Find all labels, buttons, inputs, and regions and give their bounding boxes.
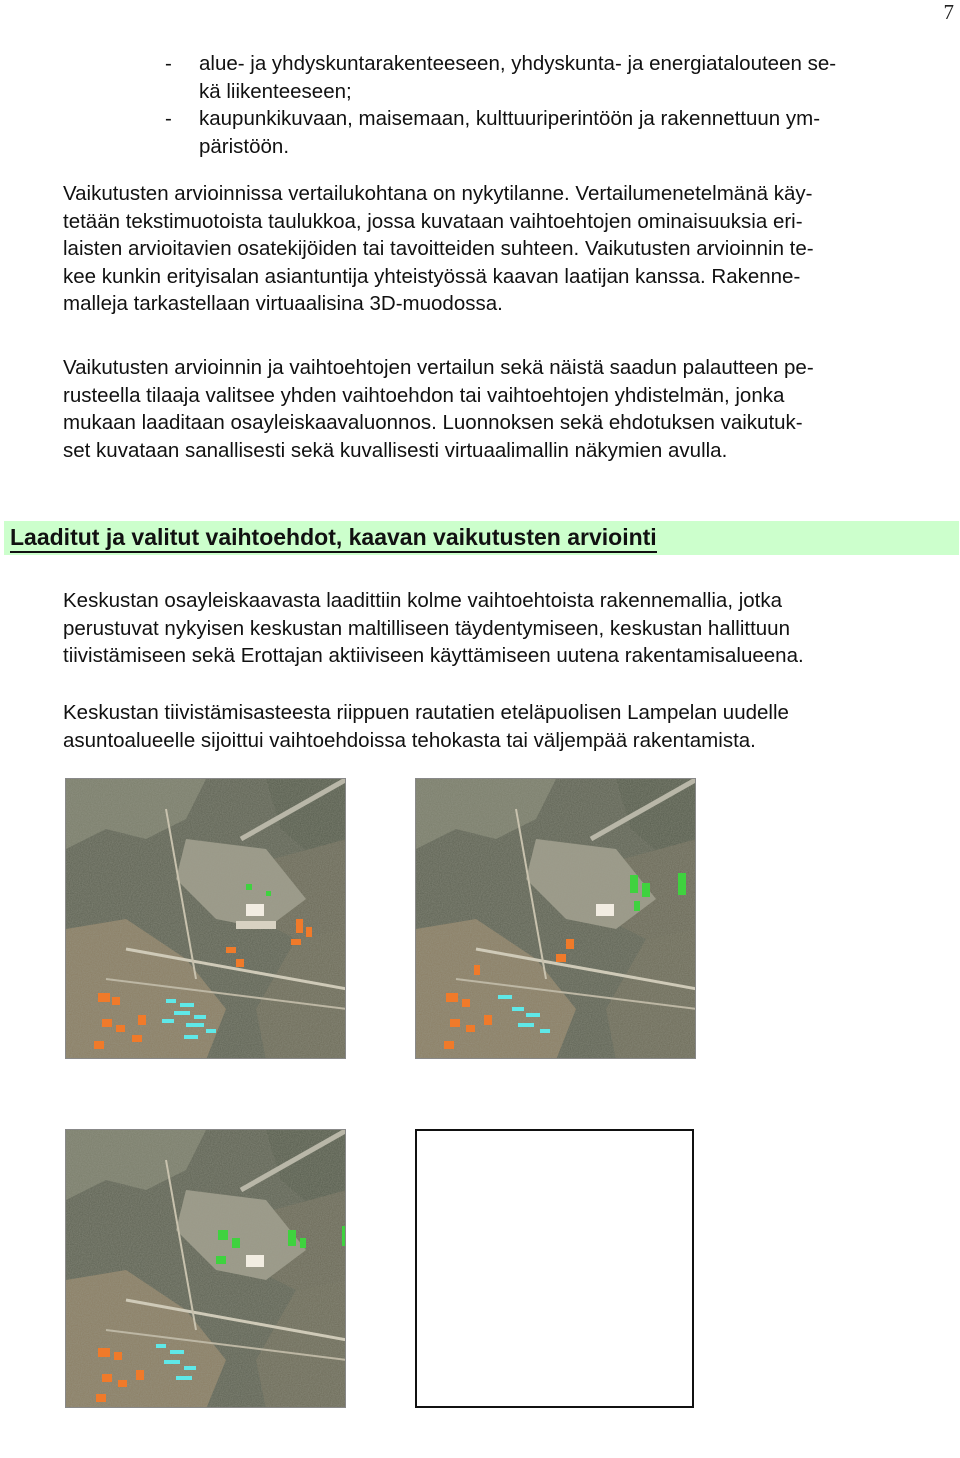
- text-line: Vaikutusten arvioinnissa vertailukohtana on nykytilanne. Vertailumenetelmänä käy-: [63, 182, 813, 205]
- bullet-dash: -: [165, 107, 172, 130]
- text-line: Keskustan tiivistämisasteesta riippuen rautatien eteläpuolisen Lampelan uudelle: [63, 701, 789, 724]
- text-line: rusteella tilaaja valitsee yhden vaihtoehdon tai vaihtoehtojen yhdistelmän, jonka: [63, 383, 785, 407]
- text-line: perustuvat nykyisen keskustan maltilliseen täydentymiseen, keskustan hallittuun: [63, 616, 790, 640]
- text-line: tiivistämiseen sekä Erottajan aktiiviseen käyttämiseen uutena rakentamisalueena.: [63, 644, 804, 667]
- bullet-item: [165, 50, 949, 105]
- text-line: laisten arvioitavien osatekijöiden tai tavoitteiden suhteen. Vaikutusten arvioinnin te-: [63, 237, 814, 260]
- text-line: set kuvataan sanallisesti sekä kuvallisesti virtuaalimallin näkymien avulla.: [63, 438, 728, 462]
- bullet-item: [165, 105, 949, 160]
- paragraph-comparison: [63, 180, 949, 318]
- text-line: Keskustan osayleiskaavasta laadittiin kolme vaihtoehtoista rakennemallia, jotka: [63, 589, 783, 612]
- text-line: tetään tekstimuotoista taulukkoa, jossa kuvataan vaihtoehtojen ominaisuuksia eri-: [63, 209, 803, 233]
- text-line: malleja tarkastellaan virtuaalisina 3D-muodossa.: [63, 292, 503, 315]
- bullet-line: päristöön.: [199, 134, 290, 158]
- text-line: kee kunkin erityisalan asiantuntija yhteistyössä kaavan laatijan kanssa. Rakenne-: [63, 264, 801, 288]
- empty-map-frame: [415, 1129, 694, 1408]
- bullet-line: alue- ja yhdyskuntarakenteeseen, yhdyskunta- ja energiatalouteen se-: [199, 52, 837, 75]
- bullet-line: kä liikenteeseen;: [199, 79, 352, 103]
- paragraph-alternatives: [63, 587, 949, 670]
- aerial-map-alternative-3: [65, 1129, 346, 1408]
- section-heading: Laaditut ja valitut vaihtoehdot, kaavan vaikutusten arviointi: [10, 524, 657, 553]
- text-line: mukaan laaditaan osayleiskaavaluonnos. Luonnoksen sekä ehdotuksen vaikutuk-: [63, 411, 803, 434]
- aerial-map-alternative-1: [65, 778, 346, 1059]
- aerial-map-alternative-2: [415, 778, 696, 1059]
- bullet-list: [63, 50, 949, 160]
- paragraph-selection: [63, 354, 949, 464]
- text-line: Vaikutusten arvioinnin ja vaihtoehtojen vertailun sekä näistä saadun palautteen pe-: [63, 356, 814, 379]
- bullet-dash: -: [165, 52, 172, 75]
- text-line: asuntoalueelle sijoittui vaihtoehdoissa tehokasta tai väljempää rakentamista.: [63, 728, 756, 752]
- page-number: 7: [943, 0, 954, 24]
- paragraph-lampela: [63, 699, 949, 754]
- bullet-line: kaupunkikuvaan, maisemaan, kulttuuriperintöön ja rakennettuun ym-: [199, 107, 821, 130]
